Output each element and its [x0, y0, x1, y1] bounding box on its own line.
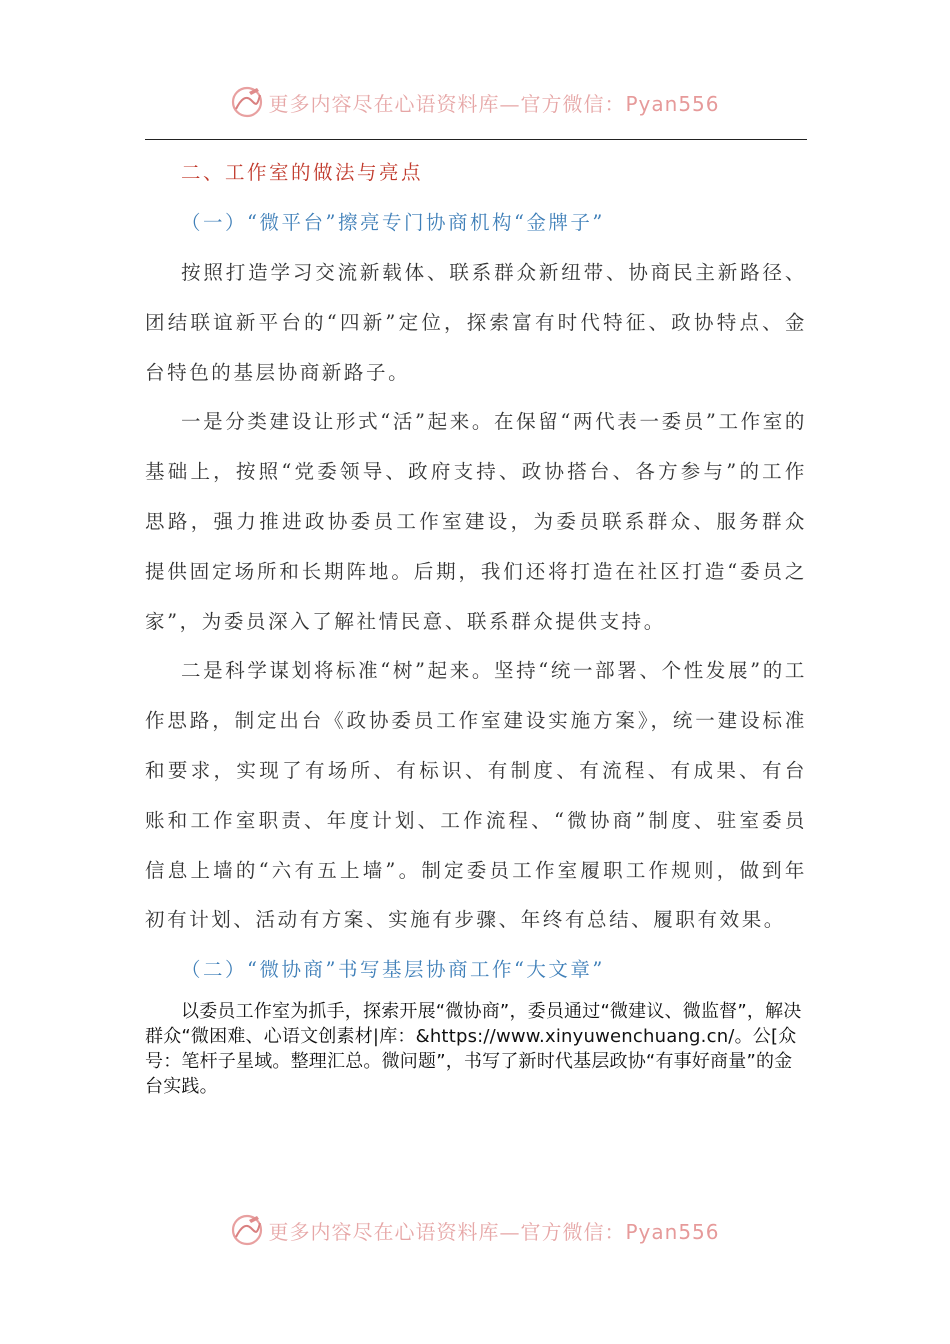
section-heading: 二、工作室的做法与亮点: [181, 161, 424, 184]
banner-text: 更多内容尽在心语资料库—官方微信：Pyan556: [268, 91, 720, 116]
signature-pen-logo-icon: [230, 1213, 264, 1247]
paragraph-last: 以委员工作室为抓手，探索开展“微协商”，委员通过“微建议、微监督”，解决群众“微困难、心语文创素材|库：&https://www.xinyuwenchuang.cn/。公[众号：笔杆子星域。整理汇总。微问题”，书写了新时代基层政协“有事好商量”的金台实践。: [145, 1001, 802, 1098]
document-body: [145, 148, 807, 1117]
subsection-heading-2: （二）“微协商”书写基层协商工作“大文章”: [181, 958, 605, 982]
header-divider: [145, 139, 807, 140]
banner-handle: Pyan556: [625, 91, 720, 116]
paragraph: 一是分类建设让形式“活”起来。在保留“两代表一委员”工作室的基础上，按照“党委领导、政府支持、政协搭台、各方参与”的工作思路，强力推进政协委员工作室建设，为委员联系群众、服务群众提供固定场所和长期阵地。后期，我们还将打造在社区打造“委员之家”，为委员深入了解社情民意、联系群众提供支持。: [145, 410, 807, 633]
paragraph: 按照打造学习交流新载体、联系群众新纽带、协商民主新路径、团结联谊新平台的“四新”定位，探索富有时代特征、政协特点、金台特色的基层协商新路子。: [145, 261, 807, 384]
banner-text: 更多内容尽在心语资料库—官方微信：Pyan556: [268, 1219, 720, 1244]
footer-banner: [0, 1208, 950, 1252]
subsection-heading-1: （一）“微平台”擦亮专门协商机构“金牌子”: [181, 211, 605, 234]
banner-handle: Pyan556: [625, 1219, 720, 1244]
paragraph: 二是科学谋划将标准“树”起来。坚持“统一部署、个性发展”的工作思路，制定出台《政协委员工作室建设实施方案》，统一建设标准和要求，实现了有场所、有标识、有制度、有流程、有成果、有台账和工作室职责、年度计划、工作流程、“微协商”制度、驻室委员信息上墙的“六有五上墙”。制定委员工作室履职工作规则，做到年初有计划、活动有方案、实施有步骤、年终有总结、履职有效果。: [145, 659, 807, 932]
signature-pen-logo-icon: [230, 85, 264, 119]
header-banner: [0, 80, 950, 124]
